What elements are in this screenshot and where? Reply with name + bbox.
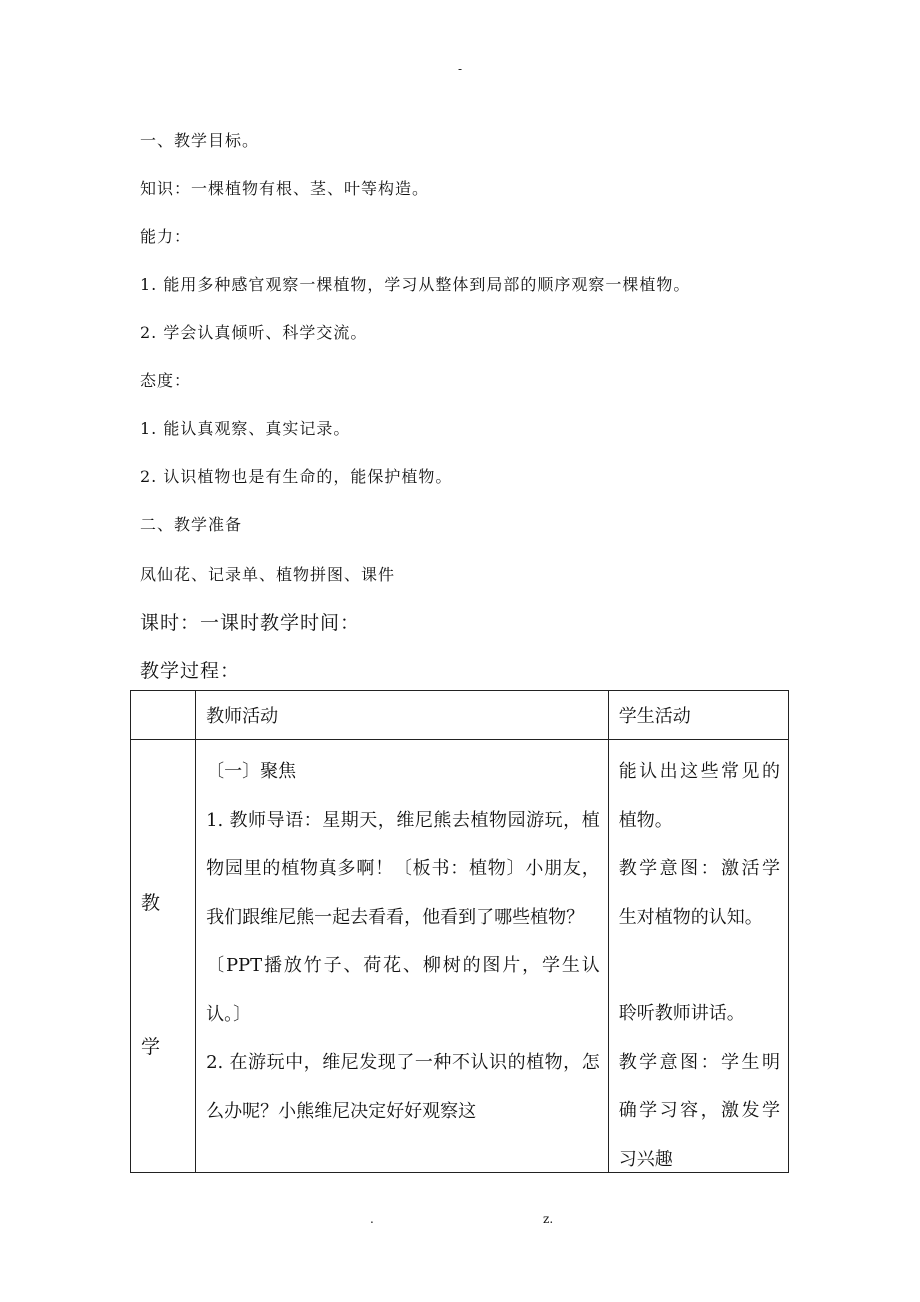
attitude-title: 态度： [140, 371, 192, 390]
header-teacher-cell: 教师活动 [196, 691, 609, 740]
student-line-2: 教学意图：激活学生对植物的认知。 [618, 858, 780, 928]
footer-right-mark: z. [543, 1212, 554, 1226]
process-title: 教学过程： [140, 660, 241, 682]
goal-title: 一、教学目标。 [140, 131, 260, 150]
period-line: 课时：一课时教学时间： [140, 612, 361, 634]
header-student-cell: 学生活动 [608, 691, 788, 740]
ability-title: 能力： [140, 227, 192, 246]
student-line-4: 聆听教师讲话。 [618, 1003, 745, 1024]
stage-cell [131, 740, 196, 1173]
teacher-line-1: 〔一〕聚焦 [206, 761, 297, 782]
student-line-5: 教学意图：学生明确学习容，激发学习兴趣 [618, 1051, 780, 1170]
teacher-line-2: 1. 教师导语：星期天，维尼熊去植物园游玩，植物园里的植物真多啊！〔板书：植物〕小朋友，我们跟维尼熊一起去看看，他看到了哪些植物？ [206, 809, 600, 928]
page-header-mark: - [457, 62, 463, 76]
ability-item-1: 1. 能用多种感官观察一棵植物，学习从整体到局部的顺序观察一棵植物。 [140, 275, 691, 294]
attitude-item-2: 2. 认识植物也是有生命的，能保护植物。 [140, 467, 453, 486]
stage-char-1: 教 [141, 892, 161, 914]
knowledge-line: 知识：一棵植物有根、茎、叶等构造。 [140, 179, 430, 198]
table-row [131, 740, 789, 1173]
attitude-item-1: 1. 能认真观察、真实记录。 [140, 419, 351, 438]
student-line-1: 能认出这些常见的植物。 [618, 761, 780, 831]
lesson-process-table [130, 690, 789, 1173]
student-activity-cell [608, 740, 788, 1173]
teacher-line-4: 2. 在游玩中，维尼发现了一种不认识的植物，怎么办呢？小熊维尼决定好好观察这 [206, 1052, 600, 1122]
prep-items: 凤仙花、记录单、植物拼图、课件 [140, 565, 396, 584]
footer-left-mark: . [370, 1212, 374, 1226]
table-header-row [131, 691, 789, 740]
teacher-line-3: 〔PPT播放竹子、荷花、柳树的图片，学生认认。〕 [206, 955, 600, 1025]
prep-title: 二、教学准备 [140, 515, 243, 534]
teacher-activity-cell [196, 740, 609, 1173]
ability-item-2: 2. 学会认真倾听、科学交流。 [140, 323, 368, 342]
header-stage-cell [131, 691, 196, 740]
student-line-spacer [619, 942, 780, 990]
stage-char-2: 学 [141, 1036, 161, 1058]
